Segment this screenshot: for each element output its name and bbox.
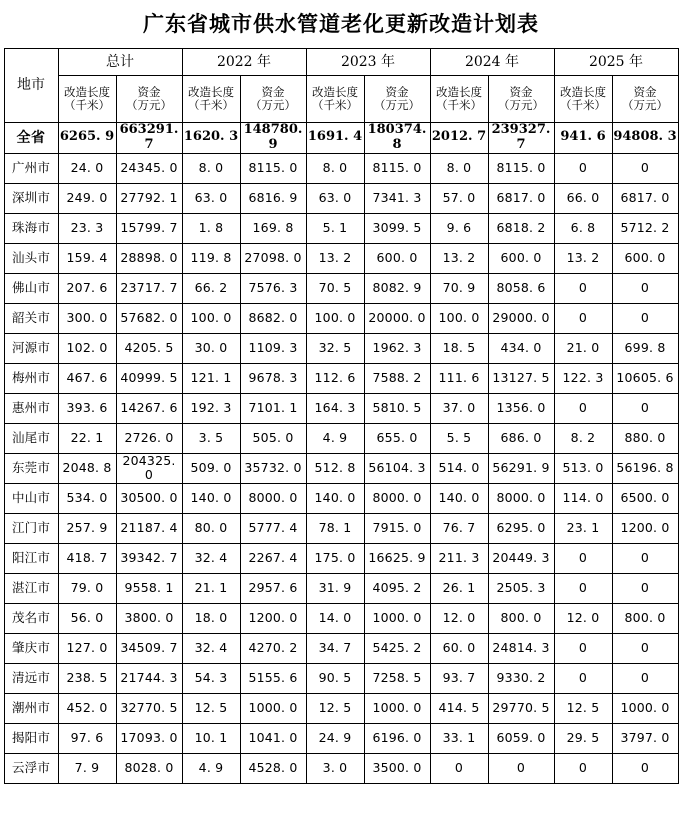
cell-value: 1620. 3 — [182, 123, 240, 154]
cell-value: 57682. 0 — [116, 303, 182, 333]
cell-value: 5. 5 — [430, 423, 488, 453]
cell-value: 1000. 0 — [240, 693, 306, 723]
cell-value: 119. 8 — [182, 243, 240, 273]
cell-value: 8058. 6 — [488, 273, 554, 303]
cell-value: 0 — [430, 753, 488, 783]
cell-value: 32. 4 — [182, 633, 240, 663]
cell-value: 159. 4 — [58, 243, 116, 273]
cell-value: 5810. 5 — [364, 393, 430, 423]
cell-value: 6059. 0 — [488, 723, 554, 753]
cell-value: 23. 1 — [554, 513, 612, 543]
cell-value: 1356. 0 — [488, 393, 554, 423]
table-row — [4, 333, 678, 363]
cell-value: 534. 0 — [58, 483, 116, 513]
cell-value: 32770. 5 — [116, 693, 182, 723]
cell-value: 56. 0 — [58, 603, 116, 633]
column-group-2022: 2022 年 — [182, 49, 306, 76]
cell-value: 6816. 9 — [240, 183, 306, 213]
cell-value: 3099. 5 — [364, 213, 430, 243]
header-sub-row — [4, 76, 678, 123]
table-row — [4, 363, 678, 393]
cell-city: 佛山市 — [4, 273, 58, 303]
subheader-total-funds: 资金 （万元） — [116, 76, 182, 123]
table-row — [4, 303, 678, 333]
cell-value: 3500. 0 — [364, 753, 430, 783]
water-pipe-renovation-plan-table — [4, 48, 679, 784]
cell-value: 467. 6 — [58, 363, 116, 393]
cell-value: 63. 0 — [306, 183, 364, 213]
cell-value: 140. 0 — [306, 483, 364, 513]
cell-city: 深圳市 — [4, 183, 58, 213]
cell-value: 6817. 0 — [612, 183, 678, 213]
cell-value: 0 — [612, 393, 678, 423]
cell-value: 0 — [554, 153, 612, 183]
cell-value: 3. 0 — [306, 753, 364, 783]
cell-value: 32. 5 — [306, 333, 364, 363]
cell-value: 31. 9 — [306, 573, 364, 603]
table-row — [4, 243, 678, 273]
cell-value: 29770. 5 — [488, 693, 554, 723]
cell-value: 12. 5 — [182, 693, 240, 723]
page-title: 广东省城市供水管道老化更新改造计划表 — [143, 11, 539, 36]
cell-value: 8115. 0 — [240, 153, 306, 183]
table-row — [4, 273, 678, 303]
subheader-2025-funds: 资金 （万元） — [612, 76, 678, 123]
table-row — [4, 693, 678, 723]
cell-value: 1000. 0 — [364, 603, 430, 633]
cell-city: 东莞市 — [4, 453, 58, 483]
cell-value: 175. 0 — [306, 543, 364, 573]
cell-value: 5. 1 — [306, 213, 364, 243]
table-header — [4, 49, 678, 123]
cell-value: 8682. 0 — [240, 303, 306, 333]
cell-value: 37. 0 — [430, 393, 488, 423]
cell-value: 1200. 0 — [612, 513, 678, 543]
cell-city: 茂名市 — [4, 603, 58, 633]
cell-value: 94808. 3 — [612, 123, 678, 154]
cell-city: 惠州市 — [4, 393, 58, 423]
cell-value: 10605. 6 — [612, 363, 678, 393]
cell-value: 3797. 0 — [612, 723, 678, 753]
subheader-2024-length: 改造长度 （千米） — [430, 76, 488, 123]
cell-value: 5777. 4 — [240, 513, 306, 543]
cell-value: 15799. 7 — [116, 213, 182, 243]
cell-city: 全省 — [4, 123, 58, 154]
cell-value: 23. 3 — [58, 213, 116, 243]
cell-value: 32. 4 — [182, 543, 240, 573]
cell-value: 0 — [554, 273, 612, 303]
table-body — [4, 123, 678, 784]
table-row — [4, 513, 678, 543]
cell-value: 192. 3 — [182, 393, 240, 423]
table-row — [4, 723, 678, 753]
cell-value: 0 — [612, 303, 678, 333]
subheader-2025-length: 改造长度 （千米） — [554, 76, 612, 123]
cell-value: 9. 6 — [430, 213, 488, 243]
cell-value: 34509. 7 — [116, 633, 182, 663]
cell-city: 汕尾市 — [4, 423, 58, 453]
cell-value: 1691. 4 — [306, 123, 364, 154]
cell-value: 663291. 7 — [116, 123, 182, 154]
cell-value: 4205. 5 — [116, 333, 182, 363]
cell-value: 5155. 6 — [240, 663, 306, 693]
cell-value: 7. 9 — [58, 753, 116, 783]
cell-value: 207. 6 — [58, 273, 116, 303]
cell-value: 56104. 3 — [364, 453, 430, 483]
table-row — [4, 183, 678, 213]
cell-value: 10. 1 — [182, 723, 240, 753]
table-row — [4, 483, 678, 513]
cell-value: 0 — [612, 153, 678, 183]
cell-value: 24814. 3 — [488, 633, 554, 663]
cell-value: 30. 0 — [182, 333, 240, 363]
cell-value: 600. 0 — [364, 243, 430, 273]
cell-value: 2957. 6 — [240, 573, 306, 603]
cell-value: 76. 7 — [430, 513, 488, 543]
cell-value: 6. 8 — [554, 213, 612, 243]
cell-value: 655. 0 — [364, 423, 430, 453]
cell-value: 16625. 9 — [364, 543, 430, 573]
cell-value: 8115. 0 — [488, 153, 554, 183]
cell-value: 699. 8 — [612, 333, 678, 363]
cell-city: 江门市 — [4, 513, 58, 543]
cell-value: 4. 9 — [182, 753, 240, 783]
cell-value: 17093. 0 — [116, 723, 182, 753]
table-row — [4, 153, 678, 183]
cell-value: 1109. 3 — [240, 333, 306, 363]
cell-value: 28898. 0 — [116, 243, 182, 273]
cell-value: 2048. 8 — [58, 453, 116, 483]
cell-value: 5425. 2 — [364, 633, 430, 663]
cell-value: 24345. 0 — [116, 153, 182, 183]
table-row — [4, 213, 678, 243]
table-row — [4, 453, 678, 483]
column-group-2025: 2025 年 — [554, 49, 678, 76]
cell-value: 800. 0 — [612, 603, 678, 633]
cell-value: 21744. 3 — [116, 663, 182, 693]
cell-value: 33. 1 — [430, 723, 488, 753]
cell-value: 122. 3 — [554, 363, 612, 393]
cell-value: 90. 5 — [306, 663, 364, 693]
cell-value: 63. 0 — [182, 183, 240, 213]
cell-value: 0 — [554, 573, 612, 603]
cell-value: 0 — [612, 753, 678, 783]
cell-value: 880. 0 — [612, 423, 678, 453]
cell-value: 9678. 3 — [240, 363, 306, 393]
cell-value: 34. 7 — [306, 633, 364, 663]
cell-value: 54. 3 — [182, 663, 240, 693]
cell-value: 102. 0 — [58, 333, 116, 363]
cell-value: 66. 0 — [554, 183, 612, 213]
cell-value: 211. 3 — [430, 543, 488, 573]
cell-value: 0 — [554, 543, 612, 573]
cell-value: 12. 5 — [554, 693, 612, 723]
cell-value: 8028. 0 — [116, 753, 182, 783]
cell-value: 23717. 7 — [116, 273, 182, 303]
cell-value: 20449. 3 — [488, 543, 554, 573]
cell-value: 12. 5 — [306, 693, 364, 723]
cell-value: 56196. 8 — [612, 453, 678, 483]
cell-city: 韶关市 — [4, 303, 58, 333]
cell-value: 13. 2 — [554, 243, 612, 273]
cell-city: 珠海市 — [4, 213, 58, 243]
cell-value: 112. 6 — [306, 363, 364, 393]
cell-value: 3800. 0 — [116, 603, 182, 633]
cell-value: 7258. 5 — [364, 663, 430, 693]
cell-value: 0 — [554, 753, 612, 783]
cell-city: 揭阳市 — [4, 723, 58, 753]
cell-value: 941. 6 — [554, 123, 612, 154]
cell-city: 广州市 — [4, 153, 58, 183]
cell-value: 21. 0 — [554, 333, 612, 363]
cell-value: 29. 5 — [554, 723, 612, 753]
cell-value: 97. 6 — [58, 723, 116, 753]
cell-value: 80. 0 — [182, 513, 240, 543]
cell-value: 686. 0 — [488, 423, 554, 453]
column-group-2024: 2024 年 — [430, 49, 554, 76]
cell-value: 140. 0 — [430, 483, 488, 513]
cell-value: 12. 0 — [430, 603, 488, 633]
cell-value: 8082. 9 — [364, 273, 430, 303]
cell-value: 600. 0 — [488, 243, 554, 273]
cell-value: 7576. 3 — [240, 273, 306, 303]
cell-value: 169. 8 — [240, 213, 306, 243]
table-row — [4, 393, 678, 423]
table-row — [4, 603, 678, 633]
cell-value: 56291. 9 — [488, 453, 554, 483]
cell-value: 13. 2 — [306, 243, 364, 273]
cell-value: 35732. 0 — [240, 453, 306, 483]
cell-value: 21187. 4 — [116, 513, 182, 543]
cell-value: 2505. 3 — [488, 573, 554, 603]
cell-city: 肇庆市 — [4, 633, 58, 663]
cell-value: 24. 0 — [58, 153, 116, 183]
cell-value: 414. 5 — [430, 693, 488, 723]
cell-value: 20000. 0 — [364, 303, 430, 333]
cell-value: 8. 0 — [306, 153, 364, 183]
header-group-row — [4, 49, 678, 76]
table-row — [4, 663, 678, 693]
cell-value: 8000. 0 — [488, 483, 554, 513]
cell-city: 云浮市 — [4, 753, 58, 783]
cell-value: 111. 6 — [430, 363, 488, 393]
cell-value: 6295. 0 — [488, 513, 554, 543]
cell-value: 7915. 0 — [364, 513, 430, 543]
cell-value: 1000. 0 — [612, 693, 678, 723]
table-row — [4, 423, 678, 453]
cell-value: 8. 2 — [554, 423, 612, 453]
cell-value: 79. 0 — [58, 573, 116, 603]
cell-value: 27098. 0 — [240, 243, 306, 273]
cell-value: 21. 1 — [182, 573, 240, 603]
cell-value: 0 — [554, 633, 612, 663]
cell-value: 22. 1 — [58, 423, 116, 453]
cell-value: 121. 1 — [182, 363, 240, 393]
cell-value: 4270. 2 — [240, 633, 306, 663]
cell-value: 60. 0 — [430, 633, 488, 663]
cell-value: 0 — [612, 273, 678, 303]
cell-value: 9558. 1 — [116, 573, 182, 603]
table-row-total — [4, 123, 678, 154]
cell-value: 140. 0 — [182, 483, 240, 513]
cell-value: 14. 0 — [306, 603, 364, 633]
cell-value: 0 — [554, 663, 612, 693]
cell-value: 1962. 3 — [364, 333, 430, 363]
subheader-2022-funds: 资金 （万元） — [240, 76, 306, 123]
cell-value: 2267. 4 — [240, 543, 306, 573]
cell-city: 湛江市 — [4, 573, 58, 603]
cell-value: 0 — [488, 753, 554, 783]
cell-value: 4. 9 — [306, 423, 364, 453]
cell-value: 800. 0 — [488, 603, 554, 633]
cell-value: 78. 1 — [306, 513, 364, 543]
cell-value: 148780. 9 — [240, 123, 306, 154]
cell-value: 204325. 0 — [116, 453, 182, 483]
cell-value: 70. 9 — [430, 273, 488, 303]
cell-value: 0 — [612, 543, 678, 573]
cell-value: 1. 8 — [182, 213, 240, 243]
cell-value: 6265. 9 — [58, 123, 116, 154]
table-row — [4, 633, 678, 663]
cell-value: 13127. 5 — [488, 363, 554, 393]
cell-value: 434. 0 — [488, 333, 554, 363]
cell-city: 潮州市 — [4, 693, 58, 723]
cell-value: 7588. 2 — [364, 363, 430, 393]
table-row — [4, 543, 678, 573]
cell-city: 河源市 — [4, 333, 58, 363]
cell-value: 8. 0 — [182, 153, 240, 183]
cell-city: 汕头市 — [4, 243, 58, 273]
subheader-2022-length: 改造长度 （千米） — [182, 76, 240, 123]
cell-value: 505. 0 — [240, 423, 306, 453]
cell-value: 164. 3 — [306, 393, 364, 423]
cell-value: 509. 0 — [182, 453, 240, 483]
cell-value: 300. 0 — [58, 303, 116, 333]
cell-city: 中山市 — [4, 483, 58, 513]
cell-city: 清远市 — [4, 663, 58, 693]
subheader-2023-funds: 资金 （万元） — [364, 76, 430, 123]
cell-value: 8000. 0 — [364, 483, 430, 513]
cell-value: 0 — [612, 573, 678, 603]
cell-value: 3. 5 — [182, 423, 240, 453]
cell-value: 418. 7 — [58, 543, 116, 573]
cell-value: 7101. 1 — [240, 393, 306, 423]
cell-value: 4095. 2 — [364, 573, 430, 603]
cell-value: 27792. 1 — [116, 183, 182, 213]
cell-value: 26. 1 — [430, 573, 488, 603]
cell-value: 100. 0 — [430, 303, 488, 333]
cell-value: 66. 2 — [182, 273, 240, 303]
cell-value: 257. 9 — [58, 513, 116, 543]
cell-value: 600. 0 — [612, 243, 678, 273]
cell-value: 8. 0 — [430, 153, 488, 183]
cell-city: 阳江市 — [4, 543, 58, 573]
cell-value: 239327. 7 — [488, 123, 554, 154]
cell-value: 8115. 0 — [364, 153, 430, 183]
cell-value: 100. 0 — [182, 303, 240, 333]
cell-value: 14267. 6 — [116, 393, 182, 423]
cell-value: 393. 6 — [58, 393, 116, 423]
cell-value: 12. 0 — [554, 603, 612, 633]
cell-city: 梅州市 — [4, 363, 58, 393]
cell-value: 30500. 0 — [116, 483, 182, 513]
cell-value: 18. 5 — [430, 333, 488, 363]
cell-value: 114. 0 — [554, 483, 612, 513]
cell-value: 18. 0 — [182, 603, 240, 633]
cell-value: 29000. 0 — [488, 303, 554, 333]
column-header-city: 地市 — [4, 49, 58, 123]
column-group-2023: 2023 年 — [306, 49, 430, 76]
cell-value: 7341. 3 — [364, 183, 430, 213]
cell-value: 1041. 0 — [240, 723, 306, 753]
cell-value: 6818. 2 — [488, 213, 554, 243]
cell-value: 1200. 0 — [240, 603, 306, 633]
cell-value: 2012. 7 — [430, 123, 488, 154]
cell-value: 100. 0 — [306, 303, 364, 333]
cell-value: 2726. 0 — [116, 423, 182, 453]
cell-value: 70. 5 — [306, 273, 364, 303]
cell-value: 127. 0 — [58, 633, 116, 663]
cell-value: 0 — [554, 303, 612, 333]
cell-value: 238. 5 — [58, 663, 116, 693]
cell-value: 180374. 8 — [364, 123, 430, 154]
cell-value: 514. 0 — [430, 453, 488, 483]
cell-value: 4528. 0 — [240, 753, 306, 783]
cell-value: 6500. 0 — [612, 483, 678, 513]
cell-value: 6196. 0 — [364, 723, 430, 753]
subheader-total-length: 改造长度 （千米） — [58, 76, 116, 123]
cell-value: 9330. 2 — [488, 663, 554, 693]
cell-value: 93. 7 — [430, 663, 488, 693]
cell-value: 452. 0 — [58, 693, 116, 723]
cell-value: 0 — [612, 633, 678, 663]
subheader-2024-funds: 资金 （万元） — [488, 76, 554, 123]
cell-value: 512. 8 — [306, 453, 364, 483]
cell-value: 39342. 7 — [116, 543, 182, 573]
cell-value: 24. 9 — [306, 723, 364, 753]
cell-value: 1000. 0 — [364, 693, 430, 723]
cell-value: 8000. 0 — [240, 483, 306, 513]
column-group-total: 总计 — [58, 49, 182, 76]
cell-value: 249. 0 — [58, 183, 116, 213]
cell-value: 0 — [612, 663, 678, 693]
cell-value: 513. 0 — [554, 453, 612, 483]
table-row — [4, 753, 678, 783]
cell-value: 0 — [554, 393, 612, 423]
cell-value: 57. 0 — [430, 183, 488, 213]
cell-value: 40999. 5 — [116, 363, 182, 393]
cell-value: 5712. 2 — [612, 213, 678, 243]
cell-value: 6817. 0 — [488, 183, 554, 213]
subheader-2023-length: 改造长度 （千米） — [306, 76, 364, 123]
table-row — [4, 573, 678, 603]
cell-value: 13. 2 — [430, 243, 488, 273]
